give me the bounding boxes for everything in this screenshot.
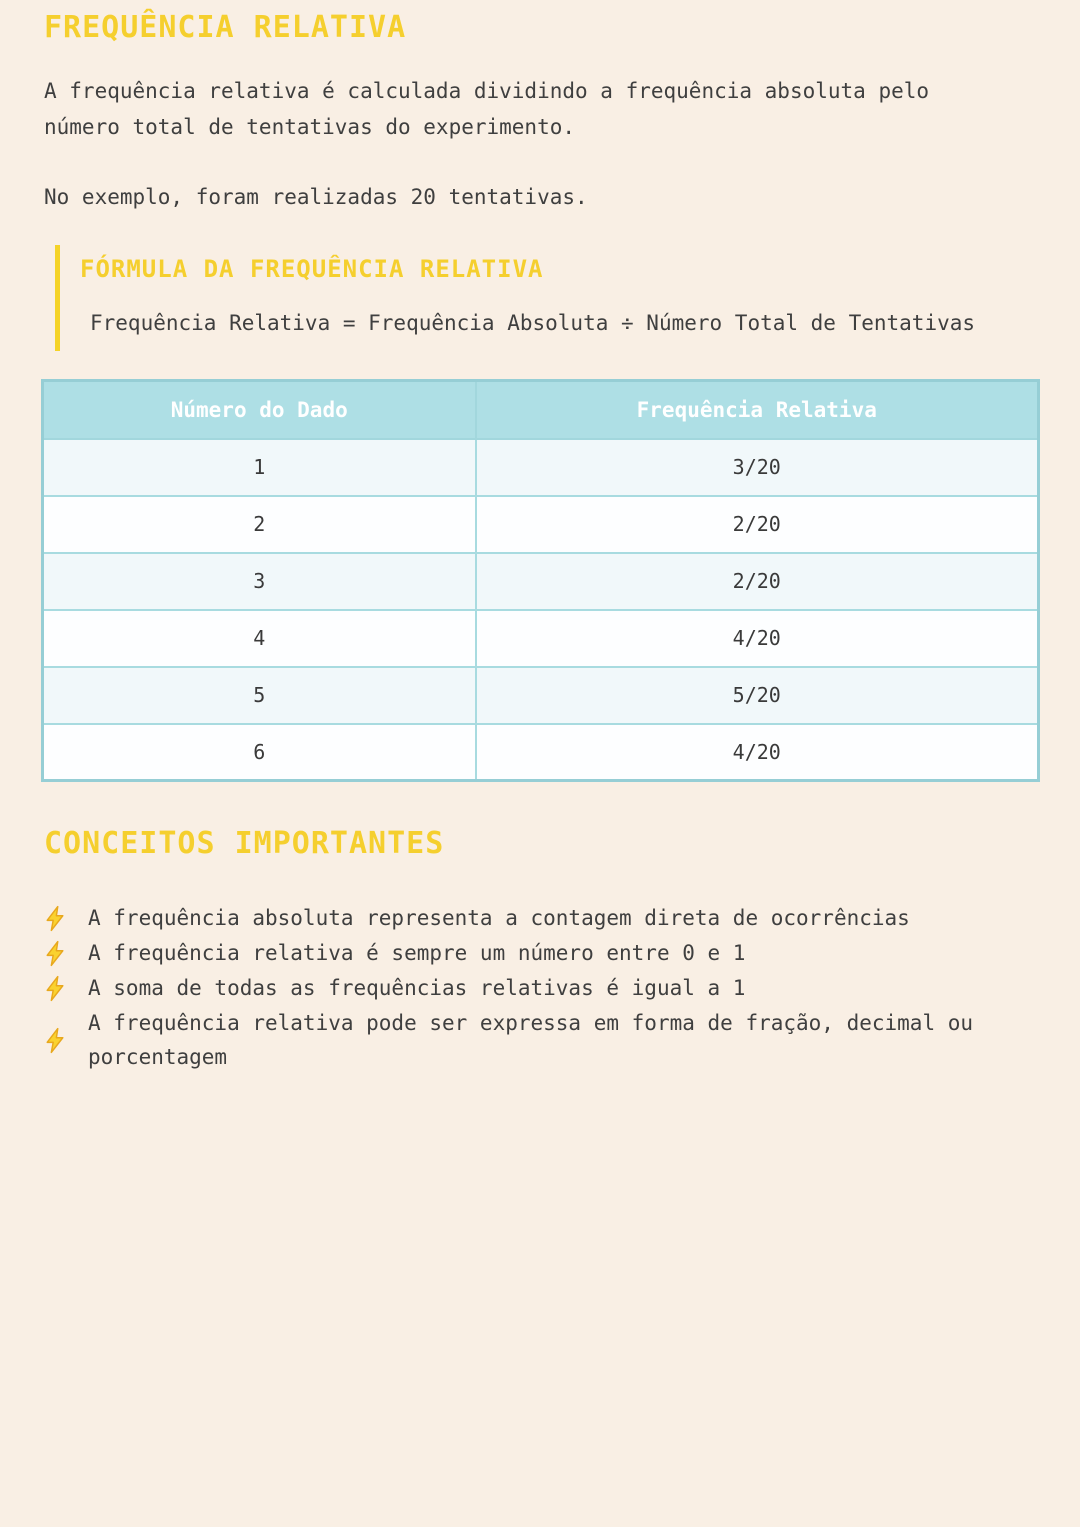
cell-relative-frequency: 4/20 (476, 610, 1039, 667)
cell-relative-frequency: 4/20 (476, 724, 1039, 781)
example-paragraph: No exemplo, foram realizadas 20 tentativas. (44, 185, 588, 209)
cell-dice-number: 2 (43, 496, 476, 553)
lightning-bolt-icon (44, 905, 66, 932)
table-row (43, 610, 1039, 667)
concept-text: A soma de todas as frequências relativas é igual a 1 (88, 976, 746, 1000)
formula-callout (55, 245, 1040, 351)
cell-dice-number: 5 (43, 667, 476, 724)
list-item (44, 936, 1012, 970)
lightning-bolt-icon (44, 975, 66, 1002)
list-item (44, 901, 1012, 935)
intro-paragraph: A frequência relativa é calculada dividindo a frequência absoluta pelo número total de tentativas do experimento. (44, 79, 930, 139)
cell-relative-frequency: 5/20 (476, 667, 1039, 724)
concepts-title: CONCEITOS IMPORTANTES (44, 826, 445, 861)
table-row (43, 553, 1039, 610)
lightning-bolt-icon (44, 940, 66, 967)
cell-dice-number: 3 (43, 553, 476, 610)
table-row (43, 439, 1039, 496)
table-row (43, 724, 1039, 781)
cell-dice-number: 4 (43, 610, 476, 667)
column-header-relative-frequency: Frequência Relativa (476, 381, 1039, 439)
list-item (44, 971, 1012, 1005)
cell-dice-number: 1 (43, 439, 476, 496)
table-header-row (43, 381, 1039, 439)
table-row (43, 667, 1039, 724)
cell-relative-frequency: 2/20 (476, 553, 1039, 610)
lightning-bolt-icon (44, 1027, 66, 1054)
table-row (43, 496, 1039, 553)
concept-text: A frequência absoluta representa a contagem direta de ocorrências (88, 906, 910, 930)
concept-text: A frequência relativa é sempre um número entre 0 e 1 (88, 941, 746, 965)
frequency-table (41, 379, 1040, 782)
cell-relative-frequency: 3/20 (476, 439, 1039, 496)
formula-callout-title: FÓRMULA DA FREQUÊNCIA RELATIVA (80, 255, 544, 283)
cell-relative-frequency: 2/20 (476, 496, 1039, 553)
column-header-dice-number: Número do Dado (43, 381, 476, 439)
concept-text: A frequência relativa pode ser expressa em forma de fração, decimal ou porcentagem (88, 1011, 974, 1069)
page-title: FREQUÊNCIA RELATIVA (44, 10, 407, 45)
cell-dice-number: 6 (43, 724, 476, 781)
list-item (44, 1006, 1012, 1074)
concepts-list (44, 901, 1012, 1074)
frequency-table-body (43, 439, 1039, 781)
formula-text: Frequência Relativa = Frequência Absoluta ÷ Número Total de Tentativas (90, 311, 976, 335)
frequency-table-header (43, 381, 1039, 439)
